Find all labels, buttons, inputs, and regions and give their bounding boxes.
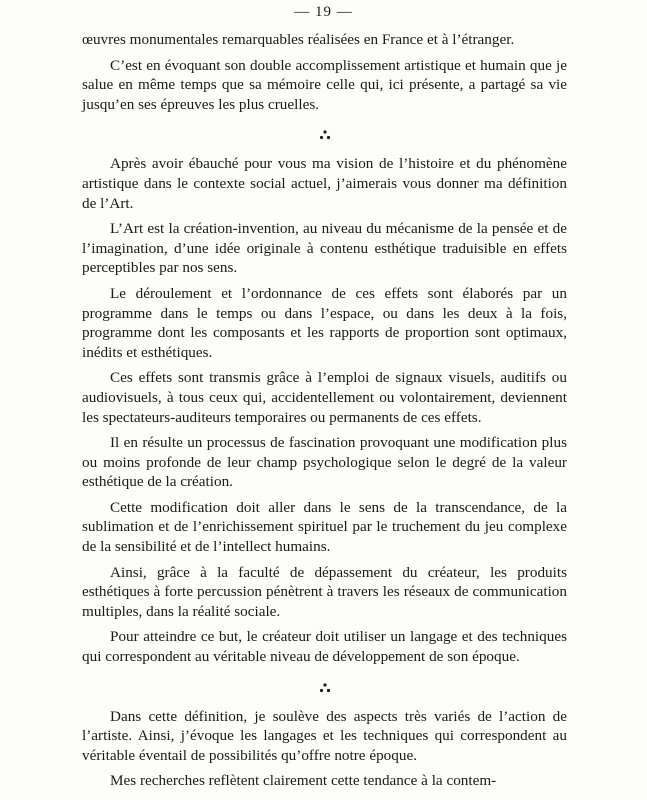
section-separator bbox=[82, 120, 567, 154]
paragraph: œuvres monumentales remarquables réalisées en France et à l’étranger. bbox=[82, 31, 515, 48]
paragraph: Pour atteindre ce but, le créateur doit utiliser un langage et des techniques qui correspondent au véritable niveau de développement de son époque. bbox=[82, 628, 567, 666]
asterism-icon bbox=[319, 130, 331, 140]
paragraph: L’Art est la création-invention, au niveau du mécanisme de la pensée et de l’imagination, d’une idée originale à contenu esthétique traduisible en effets perceptibles par nos sens. bbox=[82, 220, 567, 277]
paragraph: Ces effets sont transmis grâce à l’emploi de signaux visuels, auditifs ou audiovisuels, à tous ceux qui, accidentellement ou volontairement, deviennent les spectateurs-auditeurs temporaires ou permanents de ces effets. bbox=[82, 369, 567, 426]
paragraph: Ainsi, grâce à la faculté de dépassement du créateur, les produits esthétiques à forte percussion pénètrent à travers les réseaux de communication multiples, dans la réalité sociale. bbox=[82, 563, 567, 620]
paragraph: Cette modification doit aller dans le sens de la transcendance, de la sublimation et de l’enrichissement spirituel par le truchement du jeu complexe de la sensibilité et de l’intellect humains. bbox=[82, 498, 567, 556]
paragraph: Il en résulte un processus de fascination provoquant une modification plus ou moins profonde de leur champ psychologique selon le degré de la valeur esthétique de la création. bbox=[82, 434, 567, 491]
paragraph: Mes recherches reflètent clairement cette tendance à la contem- bbox=[110, 772, 497, 790]
asterism-icon bbox=[319, 683, 331, 693]
page-number: — 19 — bbox=[294, 4, 353, 20]
body-text bbox=[82, 30, 567, 797]
paragraph: Dans cette définition, je soulève des aspects très variés de l’action de l’artiste. Ainsi, j’évoque les langages et les techniques qui correspondent au véritable éventail de possibilités qu’offre notre époque. bbox=[82, 707, 567, 764]
paragraph: Après avoir ébauché pour vous ma vision de l’histoire et du phénomène artistique dans le contexte social actuel, j’aimerais vous donner ma définition de l’Art. bbox=[82, 155, 567, 212]
paragraph: C’est en évoquant son double accomplissement artistique et humain que je salue en même temps que sa mémoire celle qui, ici présente, a partagé sa vie jusqu’en ses épreuves les plus cruelles. bbox=[82, 56, 567, 113]
section-separator bbox=[82, 673, 567, 707]
paragraph: Le déroulement et l’ordonnance de ces effets sont élaborés par un programme dans le temps ou dans l’espace, ou dans les deux à la fois, programme dont les composants et les rapports de proportion sont optimaux, inédits et esthétiques. bbox=[82, 284, 567, 361]
